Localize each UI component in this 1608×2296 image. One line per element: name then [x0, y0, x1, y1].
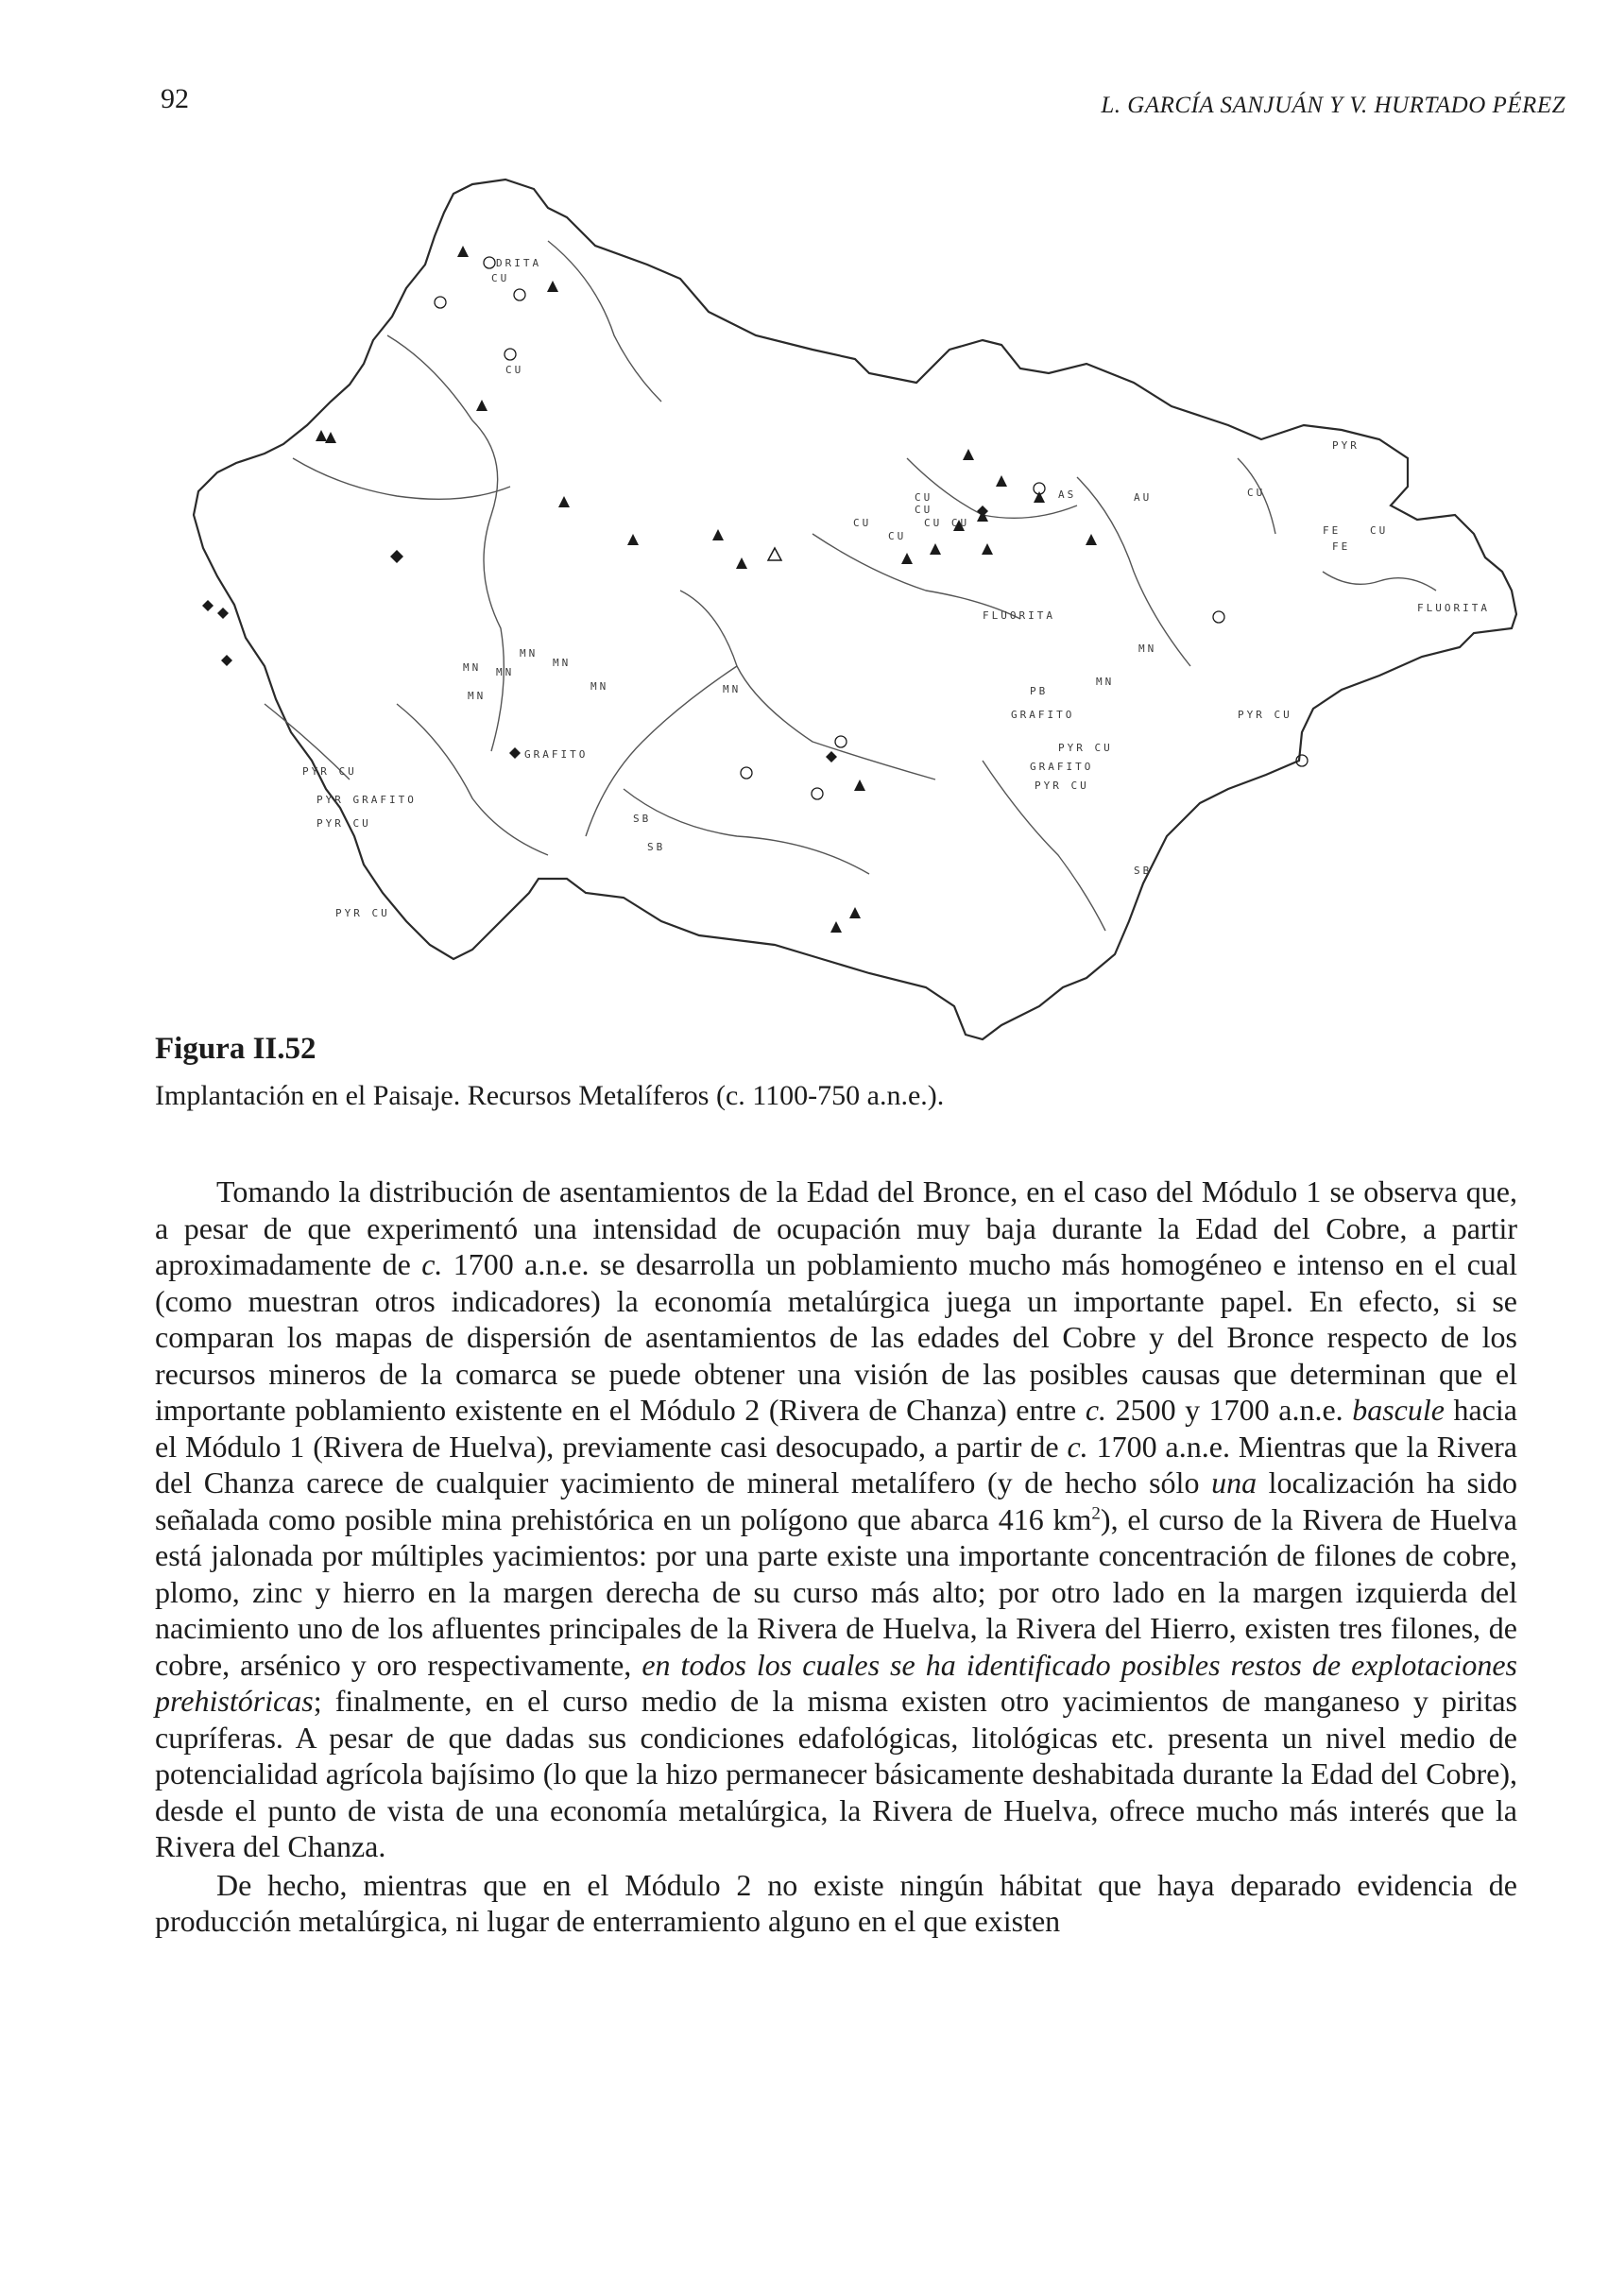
map-label: CU [888, 530, 907, 542]
map-label: MN [520, 647, 539, 660]
map-label: CU [1370, 524, 1389, 537]
body-text [155, 1174, 1517, 1940]
map-label: MN [553, 657, 572, 669]
map-label: CU CU [924, 517, 970, 529]
map-label: MN [590, 680, 609, 693]
map-rivers [265, 241, 1436, 931]
map-label: CU [505, 364, 524, 376]
map-label: AS [1058, 488, 1077, 501]
map-label: GRAFITO [524, 748, 589, 761]
map-label: CU [853, 517, 872, 529]
map-label: CU [915, 491, 933, 504]
map-label: FE [1332, 540, 1351, 553]
map-figure [151, 175, 1578, 1054]
map-label: AU [1134, 491, 1153, 504]
map-label: FLUORITA [983, 609, 1055, 622]
map-label: PYR CU [302, 765, 357, 778]
map-label: PYR CU [335, 907, 390, 919]
map-label: SB [647, 841, 666, 853]
paragraph-2: De hecho, mientras que en el Módulo 2 no existe ningún hábitat que haya deparado evidencia de producción metalúrgica, ni lugar de enterramiento alguno en el que existen [155, 1867, 1517, 1938]
running-head: L. GARCÍA SANJUÁN Y V. HURTADO PÉREZ [1101, 93, 1565, 118]
map-label: MN [1138, 643, 1157, 655]
figure-label: Figura II.52 [155, 1032, 316, 1066]
map-label: MN [723, 683, 742, 695]
page-number: 92 [161, 83, 189, 114]
map-labels [302, 257, 1490, 919]
map-label: CU [491, 272, 510, 284]
map-label: FE [1323, 524, 1342, 537]
map-label: PYR GRAFITO [316, 794, 417, 806]
map-label: MN [468, 690, 487, 702]
map-label: PB [1030, 685, 1049, 697]
open-triangle-marker [768, 548, 781, 560]
map-label: PYR CU [1035, 780, 1089, 792]
paragraph-1: Tomando la distribución de asentamientos de la Edad del Bronce, en el caso del Módulo 1 se observa que, a pesar de que experimentó una intensidad de ocupación muy baja durante la Edad del Cobre, a partir aproximadamente de c. 1700 a.n.e. se desarrolla un poblamiento mucho más homogéneo e intenso en el cual (como muestran otros indicadores) la economía metalúrgica juega un importante papel. En efecto, si se comparan los mapas de dispersión de asentamientos de las edades del Cobre y del Bronce respecto de los recursos mineros de la comarca se puede obtener una visión de las posibles causas que determinan que el importante poblamiento existente en el Módulo 2 (Rivera de Chanza) entre c. 2500 y 1700 a.n.e. bascule hacia el Módulo 1 (Rivera de Huelva), previamente casi desocupado, a partir de c. 1700 a.n.e. Mientras que la Rivera del Chanza carece de cualquier yacimiento de mineral metalífero (y de hecho sólo una localización ha sido señalada como posible mina prehistórica en un polígono que abarca 416 $km^2$), el curso de la Rivera de Huelva está jalonada por múltiples yacimientos: por una parte existe una importante concentración de filones de cobre, plomo, zinc y hierro en la margen derecha de su curso más alto; por otro lado en la margen izquierda del nacimiento uno de los afluentes principales de la Rivera de Huelva, la Rivera del Hierro, existen tres filones, de cobre, arsénico y oro respectivamente, en todos los cuales se ha identificado posibles restos de explotaciones prehistóricas; finalmente, en el curso medio de la misma existen otro yacimientos de manganeso y piritas cupríferas. A pesar de que dadas sus condiciones edafológicas, litológicas etc. presenta un nivel medio de potencialidad agrícola bajísimo (lo que la hizo permanecer básicamente deshabitada durante la Edad del Cobre), desde el punto de vista de una economía metalúrgica, la Rivera de Huelva, ofrece mucho más interés que la Rivera del Chanza. [155, 1174, 1518, 1863]
map-label: MN [463, 661, 482, 674]
figure-caption: Implantación en el Paisaje. Recursos Metalíferos (c. 1100-750 a.n.e.). [155, 1080, 945, 1111]
map-label: PYR [1332, 439, 1360, 452]
map-label: PYR CU [1058, 742, 1113, 754]
map-label: GRAFITO [1030, 761, 1094, 773]
map-label: DRITA [496, 257, 542, 269]
map-label: MN [1096, 676, 1115, 688]
map-label: CU [1247, 487, 1266, 499]
map-label: PYR CU [316, 817, 371, 830]
diamond-markers [202, 505, 988, 762]
map-label: SB [1134, 865, 1153, 877]
map-label: MN [496, 666, 515, 678]
map-label: SB [633, 813, 652, 825]
map-label: FLUORITA [1417, 602, 1490, 614]
map-label: GRAFITO [1011, 709, 1075, 721]
map-label: PYR CU [1238, 709, 1292, 721]
map-label: CU [915, 504, 933, 516]
